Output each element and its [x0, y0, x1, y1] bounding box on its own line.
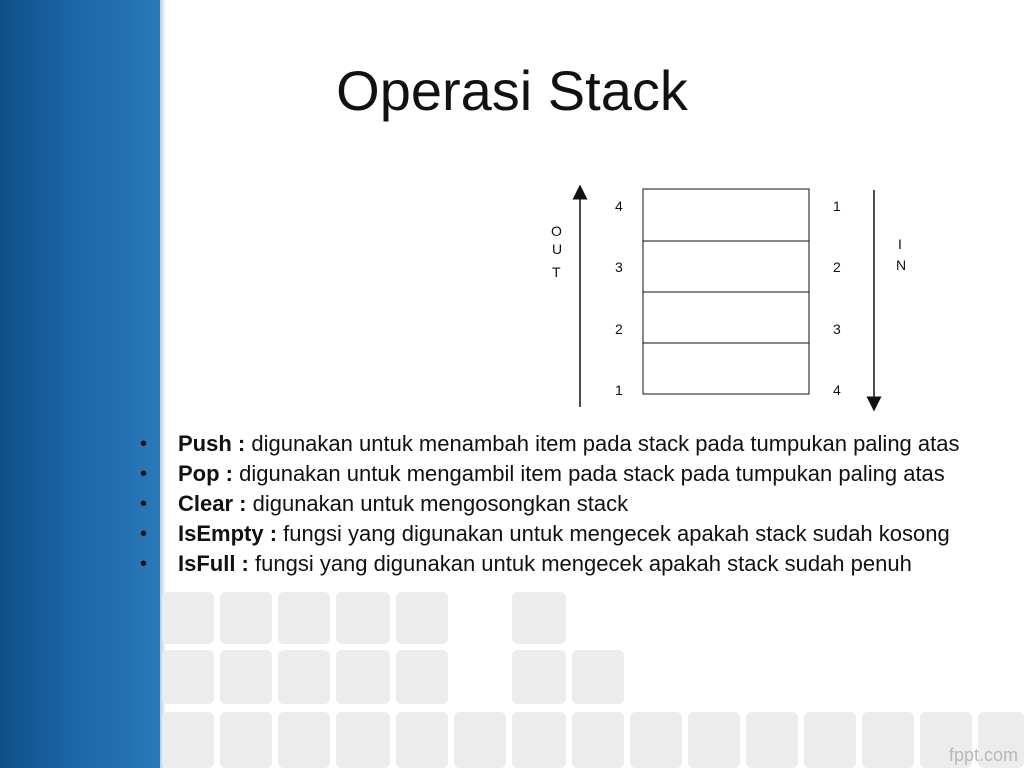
bullet-desc: digunakan untuk menambah item pada stack pada tumpukan paling atas [245, 431, 960, 456]
left-number: 4 [615, 198, 623, 214]
stack-cell [643, 343, 809, 394]
bullet-desc: fungsi yang digunakan untuk mengecek apakah stack sudah penuh [248, 551, 912, 576]
bullet-term: Push : [178, 431, 246, 456]
out-letter: O [551, 223, 562, 239]
bullet-push [138, 432, 968, 456]
bullet-term: IsFull : [178, 551, 249, 576]
out-letter: T [552, 264, 561, 280]
operation-list [138, 432, 968, 582]
stack-cell [643, 292, 809, 343]
bullet-desc: digunakan untuk mengambil item pada stack pada tumpukan paling atas [233, 461, 945, 486]
watermark-text: fppt.com [948, 745, 1018, 765]
left-number: 3 [615, 259, 623, 275]
bullet-isempty [138, 522, 968, 546]
bullet-pop [138, 462, 968, 486]
right-number: 1 [833, 198, 841, 214]
bullet-term: IsEmpty : [178, 521, 278, 546]
bullet-term: Clear : [178, 491, 247, 516]
right-number: 2 [833, 259, 841, 275]
bullet-term: Pop : [178, 461, 233, 486]
bullet-isfull [138, 552, 968, 576]
out-letter: U [552, 241, 563, 257]
bullet-desc: fungsi yang digunakan untuk mengecek apakah stack sudah kosong [277, 521, 950, 546]
bullet-clear [138, 492, 968, 516]
right-number: 3 [833, 321, 841, 337]
left-number: 1 [615, 382, 623, 398]
slide-title: Operasi Stack [336, 59, 688, 122]
in-letter: N [896, 257, 907, 273]
stack-cell [643, 241, 809, 292]
right-number: 4 [833, 382, 841, 398]
bullet-desc: digunakan untuk mengosongkan stack [246, 491, 629, 516]
stack-cell [643, 189, 809, 241]
left-number: 2 [615, 321, 623, 337]
in-letter: I [898, 236, 902, 252]
